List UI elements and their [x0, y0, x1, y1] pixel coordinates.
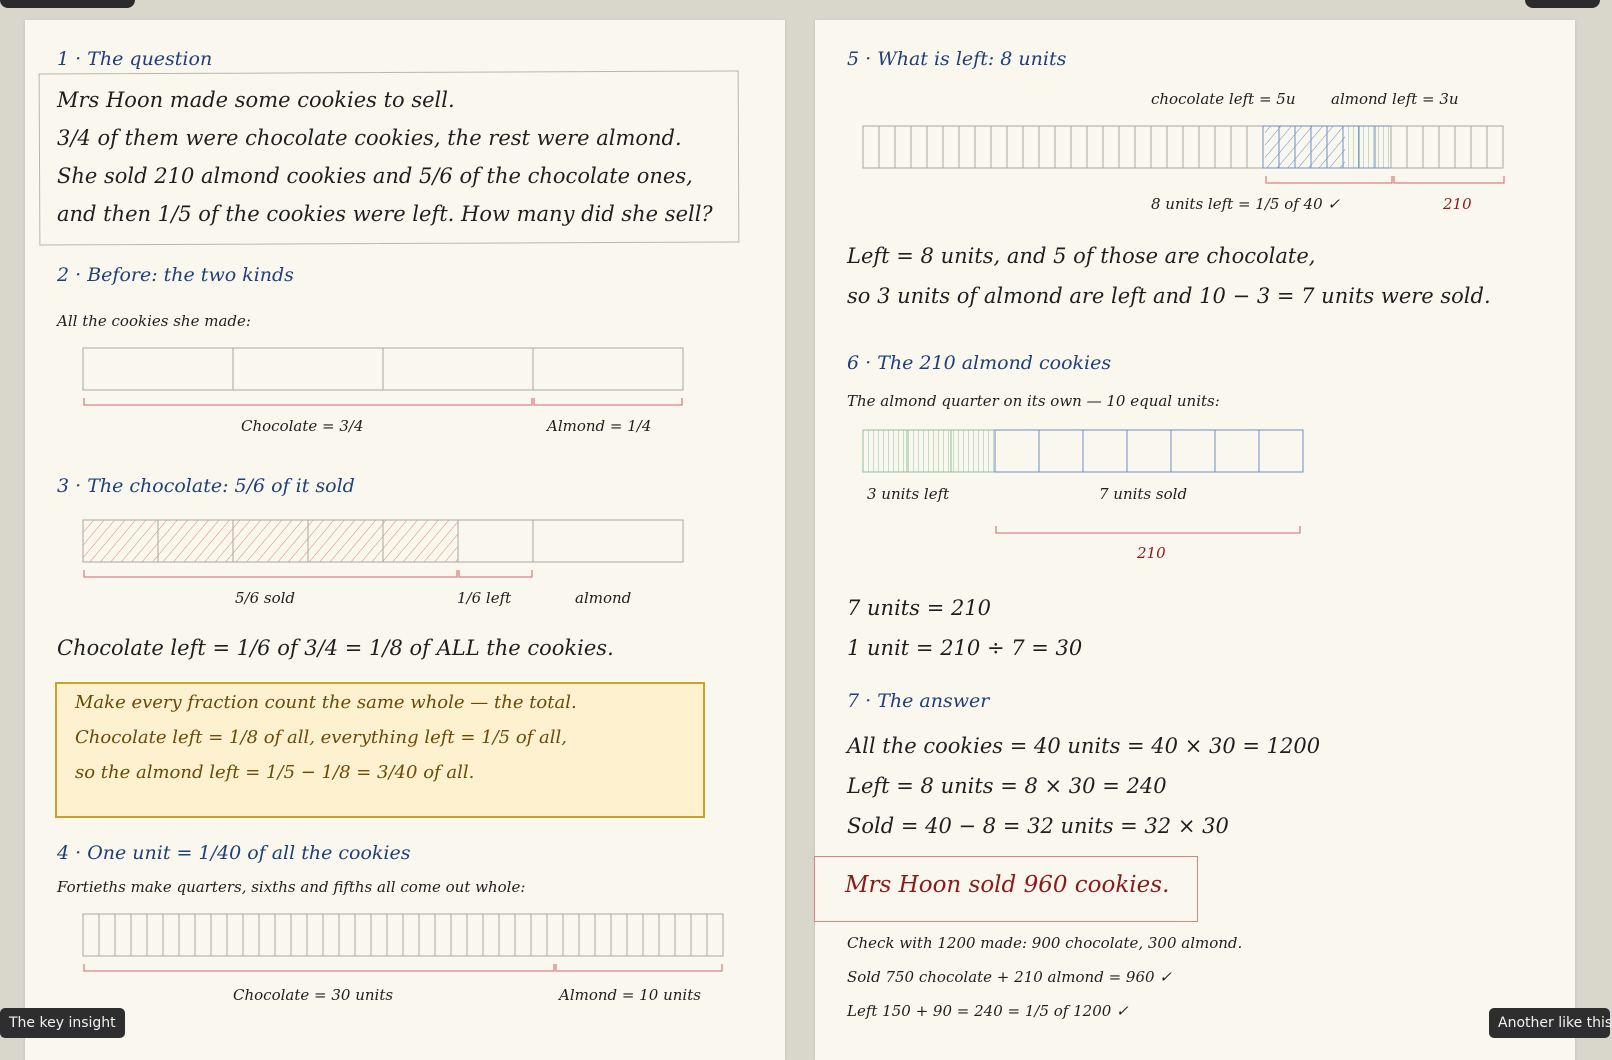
worksheet-page-left: [25, 20, 785, 1060]
unit-cell: [1391, 126, 1407, 168]
label-210-almond-sold: 210: [1137, 544, 1166, 562]
unit-cell: [163, 914, 179, 956]
chocolate-left-statement: Chocolate left = 1/6 of 3/4 = 1/8 of ALL the cookies.: [57, 636, 614, 660]
label-almond-left-3u: almond left = 3u: [1331, 90, 1459, 108]
unit-cell: [403, 914, 419, 956]
almond-unit-cell: [1039, 430, 1083, 472]
unit-cell: [547, 914, 563, 956]
insight-line-1: Make every fraction count the same whole — the total.: [75, 692, 577, 713]
unit-cell: [179, 914, 195, 956]
question-line-2: 3/4 of them were chocolate cookies, the rest were almond.: [57, 126, 682, 150]
almond-ten-units-bar-diagram: [863, 430, 1313, 472]
question-line-3: She sold 210 almond cookies and 5/6 of the chocolate ones,: [57, 164, 693, 188]
unit-cell: [531, 914, 547, 956]
section-5-heading: 5 · What is left: 8 units: [847, 48, 1067, 70]
unit-cell: [611, 914, 627, 956]
left-line-1: Left = 8 units, and 5 of those are chocolate,: [847, 244, 1316, 268]
unit-cell: [991, 126, 1007, 168]
unit-cell: [1167, 126, 1183, 168]
unit-cell: [355, 914, 371, 956]
unit-cell: [1007, 126, 1023, 168]
key-insight-button[interactable]: The key insight: [0, 1008, 125, 1038]
unit-cell: [243, 914, 259, 956]
almond-unit-cell: [1259, 430, 1303, 472]
unit-cell: [1071, 126, 1087, 168]
unit-cell: [499, 914, 515, 956]
unit-cell: [643, 914, 659, 956]
section-7-heading: 7 · The answer: [847, 690, 990, 712]
label-one-sixth-left: 1/6 left: [457, 589, 512, 607]
label-chocolate-three-quarters: Chocolate = 3/4: [241, 417, 364, 435]
unit-cell: [371, 914, 387, 956]
worksheet-page-right: [815, 20, 1575, 1060]
unit-cell: [1039, 126, 1055, 168]
unit-cell: [975, 126, 991, 168]
section-2-caption: All the cookies she made:: [57, 312, 251, 330]
label-almond-one-quarter: Almond = 1/4: [547, 417, 652, 435]
label-five-sixths-sold: 5/6 sold: [235, 589, 296, 607]
unit-cell: [911, 126, 927, 168]
unit-cell: [595, 914, 611, 956]
unit-cell: [863, 126, 879, 168]
unit-cell: [99, 914, 115, 956]
question-line-4: and then 1/5 of the cookies were left. How many did she sell?: [57, 202, 713, 226]
unit-cell: [467, 914, 483, 956]
unit-cell: [579, 914, 595, 956]
final-answer: Mrs Hoon sold 960 cookies.: [845, 872, 1170, 898]
unit-cell: [1119, 126, 1135, 168]
unit-cell: [131, 914, 147, 956]
label-almond-10-units: Almond = 10 units: [559, 986, 701, 1004]
unit-cell: [1487, 126, 1503, 168]
section-3-heading: 3 · The chocolate: 5/6 of it sold: [57, 475, 355, 497]
unit-cell: [675, 914, 691, 956]
unit-cell: [707, 914, 723, 956]
unit-cell: [419, 914, 435, 956]
unit-cell: [275, 914, 291, 956]
unit-cell: [1023, 126, 1039, 168]
unit-cell: [1423, 126, 1439, 168]
label-8-units-left: 8 units left = 1/5 of 40 ✓: [1151, 195, 1340, 213]
almond-unit-cell: [1171, 430, 1215, 472]
unit-cell: [211, 914, 227, 956]
chocolate-sixths-bar-diagram: [83, 520, 687, 582]
almond-unit-cell: [1215, 430, 1259, 472]
unit-cell: [1215, 126, 1231, 168]
unit-cell: [1055, 126, 1071, 168]
check-line-1: Check with 1200 made: 900 chocolate, 300 almond.: [847, 934, 1243, 952]
label-almond: almond: [575, 589, 632, 607]
unit-cell: [307, 914, 323, 956]
unit-cell: [483, 914, 499, 956]
section-2-heading: 2 · Before: the two kinds: [57, 264, 294, 286]
unit-cell: [115, 914, 131, 956]
unit-cell: [659, 914, 675, 956]
unit-cell: [1247, 126, 1263, 168]
insight-line-3: so the almond left = 1/5 − 1/8 = 3/40 of all.: [75, 762, 475, 783]
answer-eq-left: Left = 8 units = 8 × 30 = 240: [847, 774, 1167, 798]
unit-cell: [1231, 126, 1247, 168]
section-1-heading: 1 · The question: [57, 48, 213, 70]
unit-cell: [339, 914, 355, 956]
unit-cell: [1407, 126, 1423, 168]
top-left-toolbar-edge: [0, 0, 135, 8]
almond-unit-cell: [995, 430, 1039, 472]
check-line-3: Left 150 + 90 = 240 = 1/5 of 1200 ✓: [847, 1002, 1129, 1020]
section-6-heading: 6 · The 210 almond cookies: [847, 352, 1112, 374]
label-chocolate-30-units: Chocolate = 30 units: [233, 986, 394, 1004]
unit-cell: [227, 914, 243, 956]
label-3-units-left: 3 units left: [867, 485, 950, 503]
answer-eq-all: All the cookies = 40 units = 40 × 30 = 1200: [847, 734, 1321, 758]
unit-cell: [83, 914, 99, 956]
label-chocolate-left-5u: chocolate left = 5u: [1151, 90, 1296, 108]
unit-cell: [147, 914, 163, 956]
eight-units-left-bar-diagram: [863, 126, 1513, 194]
unit-cell: [959, 126, 975, 168]
quarters-bar-diagram: [83, 348, 687, 410]
unit-cell: [259, 914, 275, 956]
unit-cell: [943, 126, 959, 168]
unit-cell: [1087, 126, 1103, 168]
unit-cell: [691, 914, 707, 956]
almond-unit-cell: [1127, 430, 1171, 472]
label-7-units-sold: 7 units sold: [1099, 485, 1188, 503]
left-line-2: so 3 units of almond are left and 10 − 3 = 7 units were sold.: [847, 284, 1491, 308]
unit-cell: [515, 914, 531, 956]
unit-cell: [627, 914, 643, 956]
check-line-2: Sold 750 chocolate + 210 almond = 960 ✓: [847, 968, 1172, 986]
section-6-caption: The almond quarter on its own — 10 equal units:: [847, 392, 1220, 410]
unit-cell: [1199, 126, 1215, 168]
unit-cell: [1103, 126, 1119, 168]
unit-cell: [1471, 126, 1487, 168]
equation-1-unit: 1 unit = 210 ÷ 7 = 30: [847, 636, 1083, 660]
unit-cell: [451, 914, 467, 956]
top-right-toolbar-edge: [1525, 0, 1600, 8]
answer-eq-sold: Sold = 40 − 8 = 32 units = 32 × 30: [847, 814, 1229, 838]
unit-cell: [1151, 126, 1167, 168]
unit-cell: [387, 914, 403, 956]
label-210-right: 210: [1443, 195, 1472, 213]
unit-cell: [1183, 126, 1199, 168]
unit-cell: [195, 914, 211, 956]
unit-cell: [1439, 126, 1455, 168]
insight-line-2: Chocolate left = 1/8 of all, everything left = 1/5 of all,: [75, 727, 568, 748]
question-line-1: Mrs Hoon made some cookies to sell.: [57, 88, 455, 112]
almond-unit-cell: [1083, 430, 1127, 472]
unit-cell: [879, 126, 895, 168]
another-like-this-button[interactable]: Another like this: [1489, 1008, 1610, 1038]
unit-cell: [1135, 126, 1151, 168]
unit-cell: [563, 914, 579, 956]
fortieths-bar-diagram: [83, 914, 727, 976]
equation-7-units: 7 units = 210: [847, 596, 992, 620]
unit-cell: [895, 126, 911, 168]
section-4-caption: Fortieths make quarters, sixths and fifths all come out whole:: [57, 878, 526, 896]
brace-210-almond: [995, 524, 1305, 538]
unit-cell: [323, 914, 339, 956]
section-4-heading: 4 · One unit = 1/40 of all the cookies: [57, 842, 411, 864]
unit-cell: [927, 126, 943, 168]
unit-cell: [435, 914, 451, 956]
unit-cell: [1455, 126, 1471, 168]
unit-cell: [291, 914, 307, 956]
